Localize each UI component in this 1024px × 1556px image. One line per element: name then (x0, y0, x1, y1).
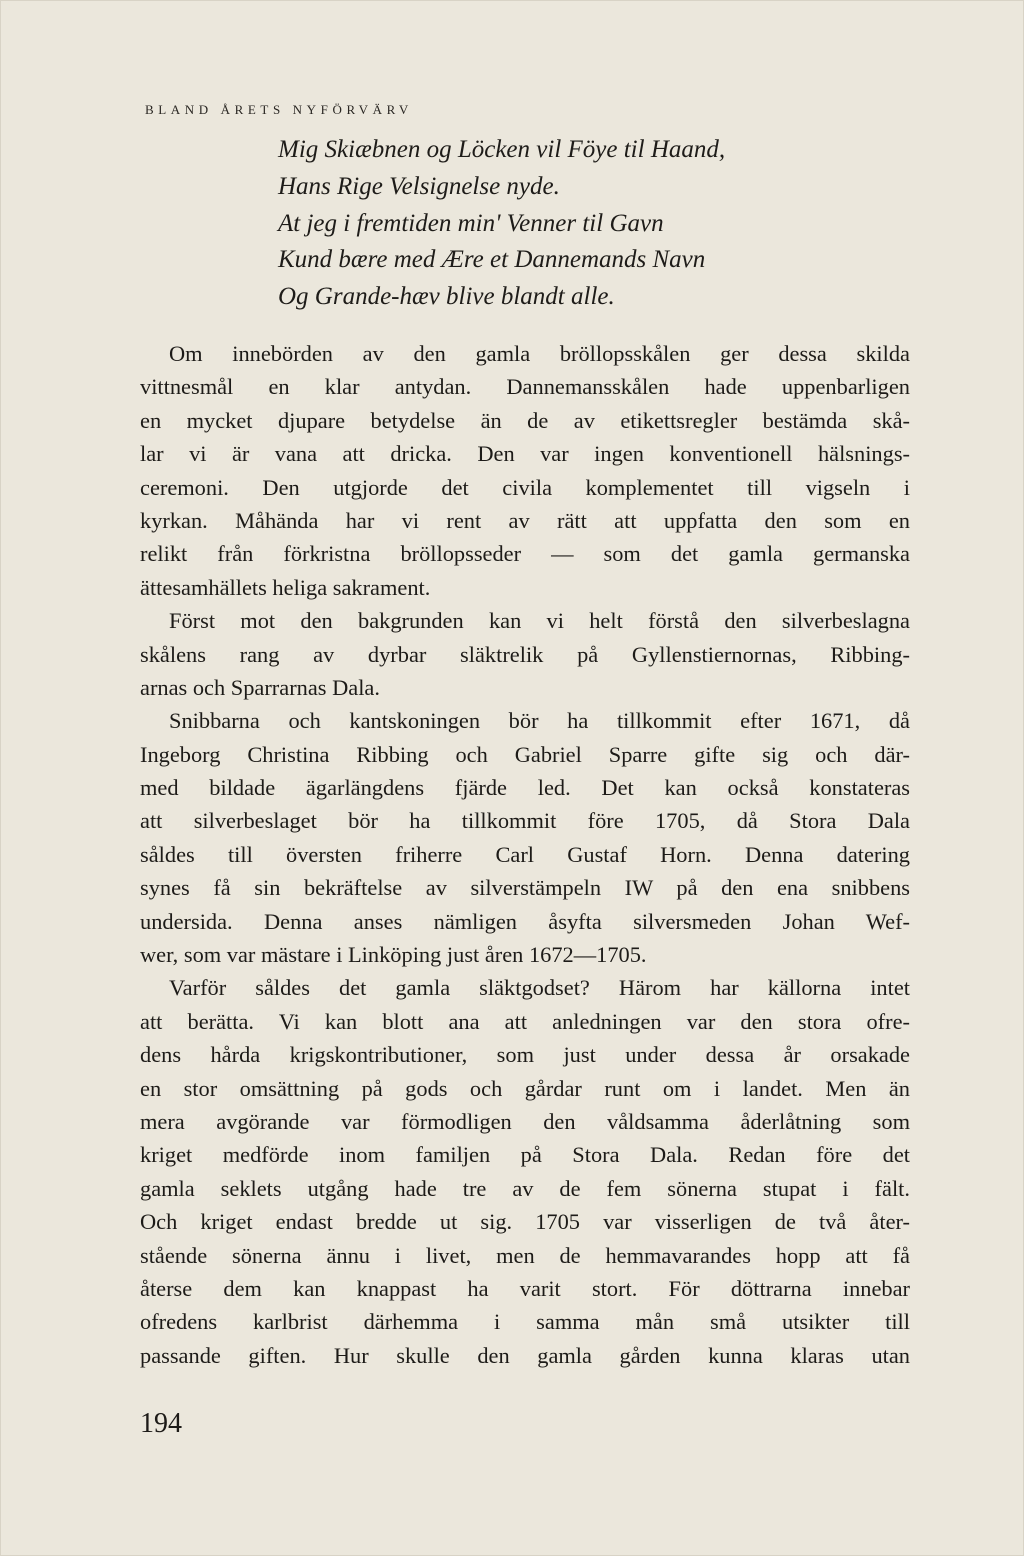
body-line: gamla seklets utgång hade tre av de fem sönerna stupat i fält. (140, 1175, 910, 1201)
body-line: dens hårda krigskontributioner, som just under dessa år orsakade (140, 1042, 910, 1068)
body-line: återse dem kan knappast ha varit stort. För döttrarna innebar (140, 1275, 910, 1301)
body-line: ceremoni. Den utgjorde det civila komplementet till vigseln i (140, 474, 910, 500)
body-line: lar vi är vana att dricka. Den var ingen konventionell hälsnings- (140, 441, 910, 467)
poem-line: Mig Skiæbnen og Löcken vil Föye til Haand, (278, 136, 726, 163)
body-line: mera avgörande var förmodligen den våldsamma åderlåtning som (140, 1108, 910, 1134)
body-line: Och kriget endast bredde ut sig. 1705 var visserligen de två åter- (140, 1209, 910, 1235)
body-line: Först mot den bakgrunden kan vi helt förstå den silverbeslagna (169, 608, 910, 634)
body-line: passande giften. Hur skulle den gamla gården kunna klaras utan (140, 1342, 910, 1368)
body-line: ofredens karlbrist därhemma i samma mån små utsikter till (140, 1309, 910, 1335)
poem-stanza (278, 132, 918, 316)
body-line: såldes till översten friherre Carl Gustaf Horn. Denna datering (140, 841, 910, 867)
poem-line: Hans Rige Velsignelse nyde. (278, 172, 560, 200)
body-line: undersida. Denna anses nämligen åsyfta silversmeden Johan Wef- (140, 908, 910, 934)
body-line: Ingeborg Christina Ribbing och Gabriel Sparre gifte sig och där- (140, 741, 910, 767)
body-line: med bildade ägarlängdens fjärde led. Det kan också konstateras (140, 775, 910, 801)
body-line: wer, som var mästare i Linköping just åren 1672—1705. (140, 942, 647, 968)
body-line: Om innebörden av den gamla bröllopsskålen ger dessa skilda (169, 341, 910, 366)
poem-line: Kund bære med Ære et Dannemands Navn (278, 246, 706, 274)
body-line: Varför såldes det gamla släktgodset? Härom har källorna intet (169, 975, 910, 1001)
body-line: en mycket djupare betydelse än de av etikettsregler bestämda skå- (140, 407, 910, 433)
body-line: att berätta. Vi kan blott ana att anledningen var den stora ofre- (140, 1008, 910, 1034)
body-line: att silverbeslaget bör ha tillkommit före 1705, då Stora Dala (140, 808, 910, 834)
body-line: en stor omsättning på gods och gårdar runt om i landet. Men än (140, 1075, 910, 1101)
body-line: relikt från förkristna bröllopsseder — som det gamla germanska (140, 541, 910, 567)
body-line: Snibbarna och kantskoningen bör ha tillkommit efter 1671, då (169, 708, 910, 734)
body-line: stående sönerna ännu i livet, men de hemmavarandes hopp att få (140, 1242, 910, 1268)
body-line: arnas och Sparrarnas Dala. (140, 674, 380, 700)
body-line: kyrkan. Måhända har vi rent av rätt att uppfatta den som en (140, 507, 910, 533)
body-line: ättesamhällets heliga sakrament. (140, 574, 431, 600)
body-line: vittnesmål en klar antydan. Dannemansskålen hade uppenbarligen (140, 374, 910, 400)
body-line: kriget medförde inom familjen på Stora Dala. Redan före det (140, 1142, 910, 1168)
body-line: synes få sin bekräftelse av silverstämpeln IW på den ena snibbens (140, 875, 910, 901)
running-head: BLAND ÅRETS NYFÖRVÄRV (145, 102, 413, 117)
poem-line: Og Grande-hæv blive blandt alle. (278, 283, 615, 311)
page-number: 194 (140, 1408, 182, 1439)
poem-line: At jeg i fremtiden min' Venner til Gavn (278, 209, 664, 237)
body-text (140, 337, 910, 1372)
body-line: skålens rang av dyrbar släktrelik på Gyllenstiernornas, Ribbing- (140, 641, 910, 667)
